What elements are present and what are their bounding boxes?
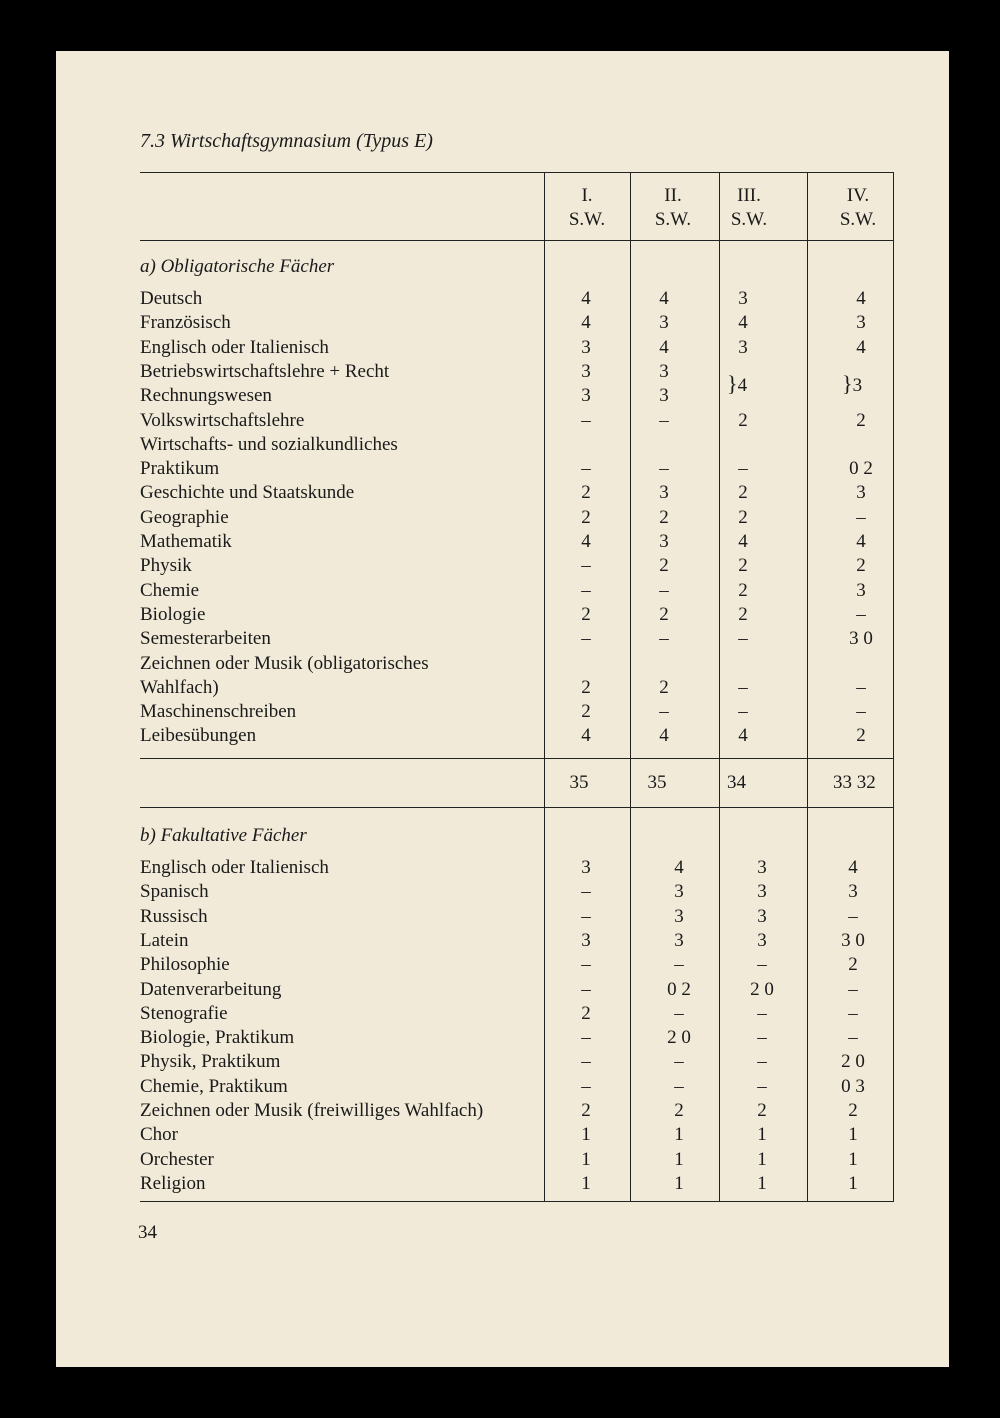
row-value: – — [848, 1027, 858, 1049]
row-value: 4 — [856, 288, 866, 309]
row-label: Orchester — [140, 1148, 214, 1170]
row-value: 3 — [659, 360, 669, 382]
row-label: Philosophie — [140, 954, 230, 976]
row-label: Chemie, Praktikum — [140, 1075, 288, 1097]
row-value: 4 — [581, 531, 591, 552]
row-value: – — [738, 676, 748, 698]
row-value: 3 — [757, 881, 767, 903]
row-value: 1 — [581, 1148, 591, 1170]
total-value: 35 — [647, 772, 667, 793]
row-value: – — [659, 701, 669, 723]
row-label: Stenografie — [140, 1002, 228, 1024]
row-value: – — [757, 1002, 767, 1024]
brace-value-iv: }3 — [842, 371, 863, 396]
row-label: Englisch oder Italienisch — [140, 857, 329, 878]
row-value: – — [659, 409, 669, 431]
row-value: – — [856, 701, 866, 723]
row-value: – — [856, 506, 866, 528]
row-label: Datenverarbeitung — [140, 978, 282, 1000]
page-number: 34 — [138, 1222, 157, 1243]
row-value: 2 — [856, 725, 866, 747]
row-label: Mathematik — [140, 531, 232, 552]
row-value: – — [581, 1075, 591, 1097]
row-value: 3 — [757, 929, 767, 951]
row-value: 1 — [848, 1172, 858, 1194]
row-label: Religion — [140, 1172, 206, 1194]
row-value: – — [848, 905, 858, 927]
row-value: 3 — [581, 360, 591, 382]
row-value: 3 — [757, 905, 767, 927]
row-value: 2 — [659, 506, 669, 528]
row-value: 3 — [738, 288, 748, 309]
row-value: – — [738, 458, 748, 480]
row-label: Betriebswirtschaftslehre + Recht — [140, 360, 390, 382]
row-value: 4 — [738, 531, 748, 552]
column-header-roman: II. — [664, 185, 682, 206]
row-value: 4 — [659, 725, 669, 747]
row-label: Rechnungswesen — [140, 385, 272, 407]
row-value: 3 — [659, 312, 669, 334]
row-value: 2 — [581, 506, 591, 528]
page-title: 7.3 Wirtschaftsgymnasium (Typus E) — [140, 130, 433, 152]
row-value: – — [674, 1002, 684, 1024]
row-value: 2 — [738, 506, 748, 528]
row-value: 3 — [581, 929, 591, 951]
total-value: 33 32 — [833, 772, 876, 793]
row-label: Spanisch — [140, 881, 209, 903]
row-value: 1 — [581, 1124, 591, 1146]
row-value — [621, 652, 707, 676]
row-value: – — [757, 954, 767, 976]
row-value: 3 — [581, 385, 591, 407]
row-value: 2 — [581, 1100, 591, 1121]
row-value: 4 — [581, 288, 591, 309]
row-value: 3 — [659, 482, 669, 504]
row-value: 2 — [856, 555, 866, 577]
column-header-roman: IV. — [846, 185, 870, 206]
row-value: – — [581, 579, 591, 601]
row-value: – — [581, 881, 591, 903]
column-header-unit: S.W. — [654, 209, 692, 230]
row-value: 2 — [581, 482, 591, 504]
row-value: 1 — [581, 1172, 591, 1194]
row-value: – — [674, 1051, 684, 1073]
row-value: 2 — [659, 603, 669, 625]
row-value: – — [581, 628, 591, 650]
row-value: 2 — [738, 555, 748, 577]
row-value: – — [659, 628, 669, 650]
row-label: Chemie — [140, 579, 200, 601]
row-value: 2 — [659, 676, 669, 698]
row-value: 1 — [757, 1124, 767, 1146]
row-value: 0 3 — [841, 1075, 865, 1097]
row-label: Englisch oder Italienisch — [140, 336, 329, 358]
row-label: Geschichte und Staatskunde — [140, 482, 355, 504]
row-value: 3 — [856, 579, 866, 601]
row-value: – — [757, 1075, 767, 1097]
column-header-4 — [815, 184, 901, 232]
row-value: – — [757, 1027, 767, 1049]
row-value: 3 — [856, 312, 866, 334]
row-value — [621, 433, 707, 457]
row-value: 3 — [581, 857, 591, 878]
row-value: – — [581, 555, 591, 577]
totals-top-rule — [140, 758, 894, 759]
totals-bottom-rule — [140, 807, 894, 808]
row-label: Leibesübungen — [140, 725, 257, 747]
row-value: – — [856, 603, 866, 625]
column-header-2 — [630, 184, 716, 232]
row-value: – — [581, 1051, 591, 1073]
column-header-unit: S.W. — [568, 209, 606, 230]
row-value — [543, 652, 629, 676]
column-header-3 — [719, 184, 779, 232]
row-value: 4 — [581, 725, 591, 747]
column-header-unit: S.W. — [730, 209, 768, 230]
column-header-roman: I. — [581, 185, 593, 206]
row-value: 2 — [581, 676, 591, 698]
row-value: 2 — [848, 1100, 858, 1121]
row-value: 4 — [738, 725, 748, 747]
row-label: Volkswirtschaftslehre — [140, 409, 305, 431]
row-value: – — [674, 954, 684, 976]
row-value — [700, 652, 786, 676]
row-value: 1 — [674, 1172, 684, 1194]
section-a-heading: a) Obligatorische Fächer — [140, 256, 335, 277]
row-value — [700, 433, 786, 457]
row-value: 4 — [856, 336, 866, 358]
row-value: 4 — [674, 857, 684, 878]
row-value: 3 — [848, 881, 858, 903]
row-value: 3 — [581, 336, 591, 358]
row-value: 2 — [856, 409, 866, 431]
row-value: 2 0 — [750, 978, 774, 1000]
row-value: – — [757, 1051, 767, 1073]
row-value: 3 — [674, 881, 684, 903]
total-value: 34 — [727, 772, 746, 793]
row-value: 2 — [757, 1100, 767, 1121]
row-value: 3 — [738, 336, 748, 358]
table-top-rule — [140, 172, 894, 173]
column-header-roman: III. — [737, 185, 761, 206]
row-value: 3 — [674, 929, 684, 951]
row-label: Deutsch — [140, 288, 203, 309]
row-value: 3 — [659, 531, 669, 552]
table-bottom-rule — [140, 1201, 894, 1202]
braced-value: 4 — [737, 375, 748, 396]
column-divider — [807, 172, 808, 1201]
row-value: 4 — [581, 312, 591, 334]
row-label: Wahlfach) — [140, 676, 219, 698]
row-value: 2 — [738, 603, 748, 625]
header-bottom-rule — [140, 240, 894, 241]
row-label: Wirtschafts- und sozialkundliches — [140, 433, 398, 455]
row-value: 1 — [848, 1124, 858, 1146]
row-value: – — [581, 1027, 591, 1049]
row-value: – — [659, 458, 669, 480]
column-header-1 — [544, 184, 630, 232]
row-value: 4 — [659, 336, 669, 358]
row-value: 3 — [856, 482, 866, 504]
row-label: Praktikum — [140, 458, 220, 480]
row-value: 3 — [674, 905, 684, 927]
row-value: – — [581, 905, 591, 927]
row-value: 4 — [848, 857, 858, 878]
row-value: – — [581, 458, 591, 480]
row-value: – — [659, 579, 669, 601]
row-value: 3 — [659, 385, 669, 407]
row-value: 3 0 — [841, 929, 865, 951]
row-value — [818, 433, 904, 457]
row-value — [818, 652, 904, 676]
row-value: 1 — [674, 1148, 684, 1170]
row-value: 4 — [659, 288, 669, 309]
row-value: 2 — [581, 701, 591, 723]
row-label: Zeichnen oder Musik (freiwilliges Wahlfach) — [140, 1100, 484, 1121]
braced-value: 3 — [852, 375, 863, 396]
row-value: 1 — [757, 1148, 767, 1170]
row-value: 2 — [674, 1100, 684, 1121]
row-label: Biologie, Praktikum — [140, 1027, 295, 1049]
row-value: 2 — [848, 954, 858, 976]
row-value: 1 — [848, 1148, 858, 1170]
row-value: 2 — [659, 555, 669, 577]
row-value: 1 — [757, 1172, 767, 1194]
row-value: – — [738, 628, 748, 650]
row-value: 2 — [581, 603, 591, 625]
total-value: 35 — [569, 772, 589, 793]
row-value: 4 — [856, 531, 866, 552]
row-value: 0 2 — [667, 978, 691, 1000]
row-label: Geographie — [140, 506, 229, 528]
row-value: – — [848, 1002, 858, 1024]
row-label: Physik, Praktikum — [140, 1051, 281, 1073]
row-value: 4 — [738, 312, 748, 334]
row-value: 2 — [738, 482, 748, 504]
row-value: – — [581, 954, 591, 976]
row-label: Russisch — [140, 905, 208, 927]
row-value: 3 — [757, 857, 767, 878]
row-value: – — [738, 701, 748, 723]
row-value — [543, 433, 629, 457]
row-value: 2 — [738, 409, 748, 431]
row-value: – — [856, 676, 866, 698]
row-value: 2 0 — [841, 1051, 865, 1073]
row-label: Latein — [140, 929, 189, 951]
row-value: 2 0 — [667, 1027, 691, 1049]
row-value: 1 — [674, 1124, 684, 1146]
row-label: Maschinenschreiben — [140, 701, 297, 723]
row-label: Biologie — [140, 603, 206, 625]
row-value: – — [848, 978, 858, 1000]
row-value: – — [581, 409, 591, 431]
row-value: – — [674, 1075, 684, 1097]
row-value: – — [581, 978, 591, 1000]
row-label: Semesterarbeiten — [140, 628, 271, 650]
row-label: Französisch — [140, 312, 231, 334]
row-value: 2 — [581, 1002, 591, 1024]
row-label: Zeichnen oder Musik (obligatorisches — [140, 652, 429, 674]
section-b-heading: b) Fakultative Fächer — [140, 825, 307, 846]
row-value: 0 2 — [849, 458, 873, 480]
row-value: 2 — [738, 579, 748, 601]
row-label: Chor — [140, 1124, 178, 1146]
row-label: Physik — [140, 555, 192, 577]
column-header-unit: S.W. — [839, 209, 877, 230]
brace-value-iii: }4 — [727, 371, 748, 396]
row-value: 3 0 — [849, 628, 873, 650]
